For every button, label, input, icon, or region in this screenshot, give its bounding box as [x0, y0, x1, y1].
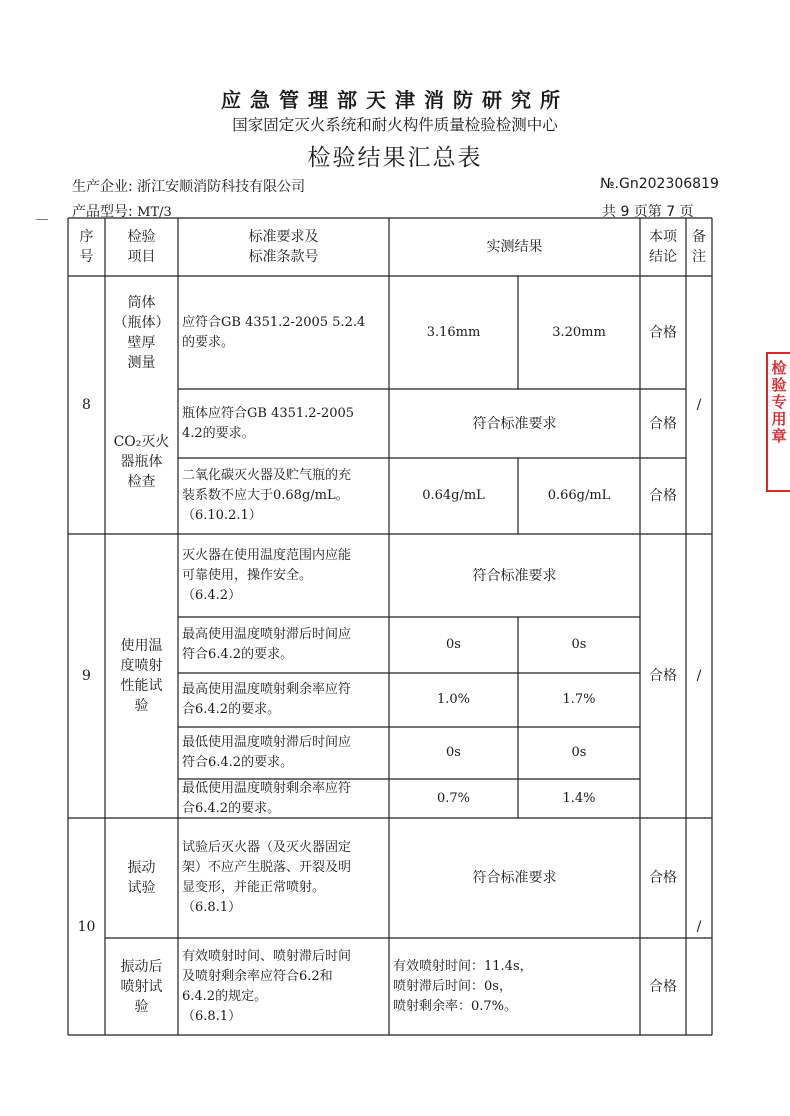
row9-b-requirement: 最高使用温度喷射滞后时间应 符合6.4.2的要求。: [182, 627, 352, 662]
row9-remark: /: [696, 668, 702, 684]
header-item: 检验 项目: [127, 229, 156, 265]
row9-d-result-1: 0s: [446, 745, 461, 760]
row8-wall-requirement: 应符合GB 4351.2-2005 5.2.4 的要求。: [182, 314, 366, 350]
row8-co2b-result-2: 0.66g/mL: [547, 488, 611, 503]
row9-c-result-1: 1.0%: [436, 692, 471, 707]
row8-wall-result-1: 3.16mm: [426, 324, 481, 340]
row10-vib-result: 符合标准要求: [472, 870, 557, 886]
row10-remark: /: [696, 918, 702, 935]
report-title: 检验结果汇总表: [307, 145, 483, 171]
row9-seq: 9: [82, 668, 91, 684]
row10-post-result: 有效喷射时间：11.4s， 喷射滞后时间：0s， 喷射剩余率：0.7%。: [393, 958, 533, 1014]
row8-co2a-result: 符合标准要求: [472, 415, 557, 432]
row8-remark: /: [696, 397, 702, 413]
report-number: №.Gn202306819: [600, 176, 719, 192]
row10-vib-item: 振动 试验: [127, 860, 156, 896]
manufacturer-value: 浙江安顺消防科技有限公司: [137, 179, 306, 195]
row10-post-requirement: 有效喷射时间、喷射滞后时间 及喷射剩余率应符合6.2和 6.4.2的规定。 （6.8.1）: [182, 948, 352, 1024]
row9-a-requirement: 灭火器在使用温度范围内应能 可靠使用，操作安全。 （6.4.2）: [182, 547, 352, 603]
row9-c-result-2: 1.7%: [562, 692, 596, 707]
row9-d-requirement: 最低使用温度喷射滞后时间应 符合6.4.2的要求。: [182, 735, 352, 770]
row10-post-item: 振动后 喷射试 验: [120, 958, 163, 1015]
row10-vib-requirement: 试验后灭火器（及灭火器固定 架）不应产生脱落、开裂及明 显变形，并能正常喷射。 （6.8.1）: [182, 840, 352, 915]
row9-item: 使用温 度喷射 性能试 验: [120, 638, 163, 714]
row10-seq: 10: [77, 918, 96, 935]
model-value: MT/3: [137, 205, 172, 220]
row10-vib-conclusion: 合格: [649, 870, 677, 886]
row8-wall-conclusion: 合格: [649, 324, 677, 341]
row8-co2b-result-1: 0.64g/mL: [422, 488, 485, 503]
row9-d-result-2: 0s: [571, 745, 587, 760]
header-result: 实测结果: [486, 239, 543, 255]
row9-b-result-2: 0s: [571, 637, 587, 652]
row9-a-result: 符合标准要求: [472, 567, 557, 584]
header-seq: 序 号: [79, 229, 94, 265]
row8-co2a-requirement: 瓶体应符合GB 4351.2-2005 4.2的要求。: [182, 405, 355, 441]
manufacturer-label: 生产企业:: [72, 179, 133, 195]
row8-co2b-conclusion: 合格: [649, 488, 677, 504]
row8-wall-item: 筒体 （瓶体） 壁厚 测量: [113, 294, 170, 371]
institute-name: 应急管理部天津消防研究所: [221, 88, 569, 112]
row8-co2-item: CO₂灭火 器瓶体 检查: [113, 433, 170, 490]
header-requirement: 标准要求及 标准条款号: [248, 229, 319, 265]
row8-wall-result-2: 3.20mm: [552, 324, 606, 340]
row9-e-result-1: 0.7%: [436, 790, 471, 806]
inspection-seal: 检 验 专 用 章: [766, 352, 790, 492]
row10-post-conclusion: 合格: [649, 978, 677, 995]
row8-co2a-conclusion: 合格: [649, 415, 677, 432]
row9-b-result-1: 0s: [446, 637, 461, 652]
row8-co2b-requirement: 二氧化碳灭火器及贮气瓶的充 装系数不应大于0.68g/mL。 （6.10.2.1）: [182, 468, 352, 523]
header-remark: 备 注: [692, 229, 706, 265]
row9-e-requirement: 最低使用温度喷射剩余率应符 合6.4.2的要求。: [182, 780, 352, 816]
model-label: 产品型号:: [72, 204, 133, 220]
page-indicator: 共 9 页第 7 页: [602, 204, 694, 220]
row9-conclusion: 合格: [649, 668, 677, 684]
row9-e-result-2: 1.4%: [562, 790, 596, 806]
row9-c-requirement: 最高使用温度喷射剩余率应符 合6.4.2的要求。: [182, 682, 352, 717]
center-name: 国家固定灭火系统和耐火构件质量检验检测中心: [232, 116, 558, 134]
header-conclusion: 本项 结论: [649, 229, 677, 265]
row8-seq: 8: [82, 397, 91, 413]
